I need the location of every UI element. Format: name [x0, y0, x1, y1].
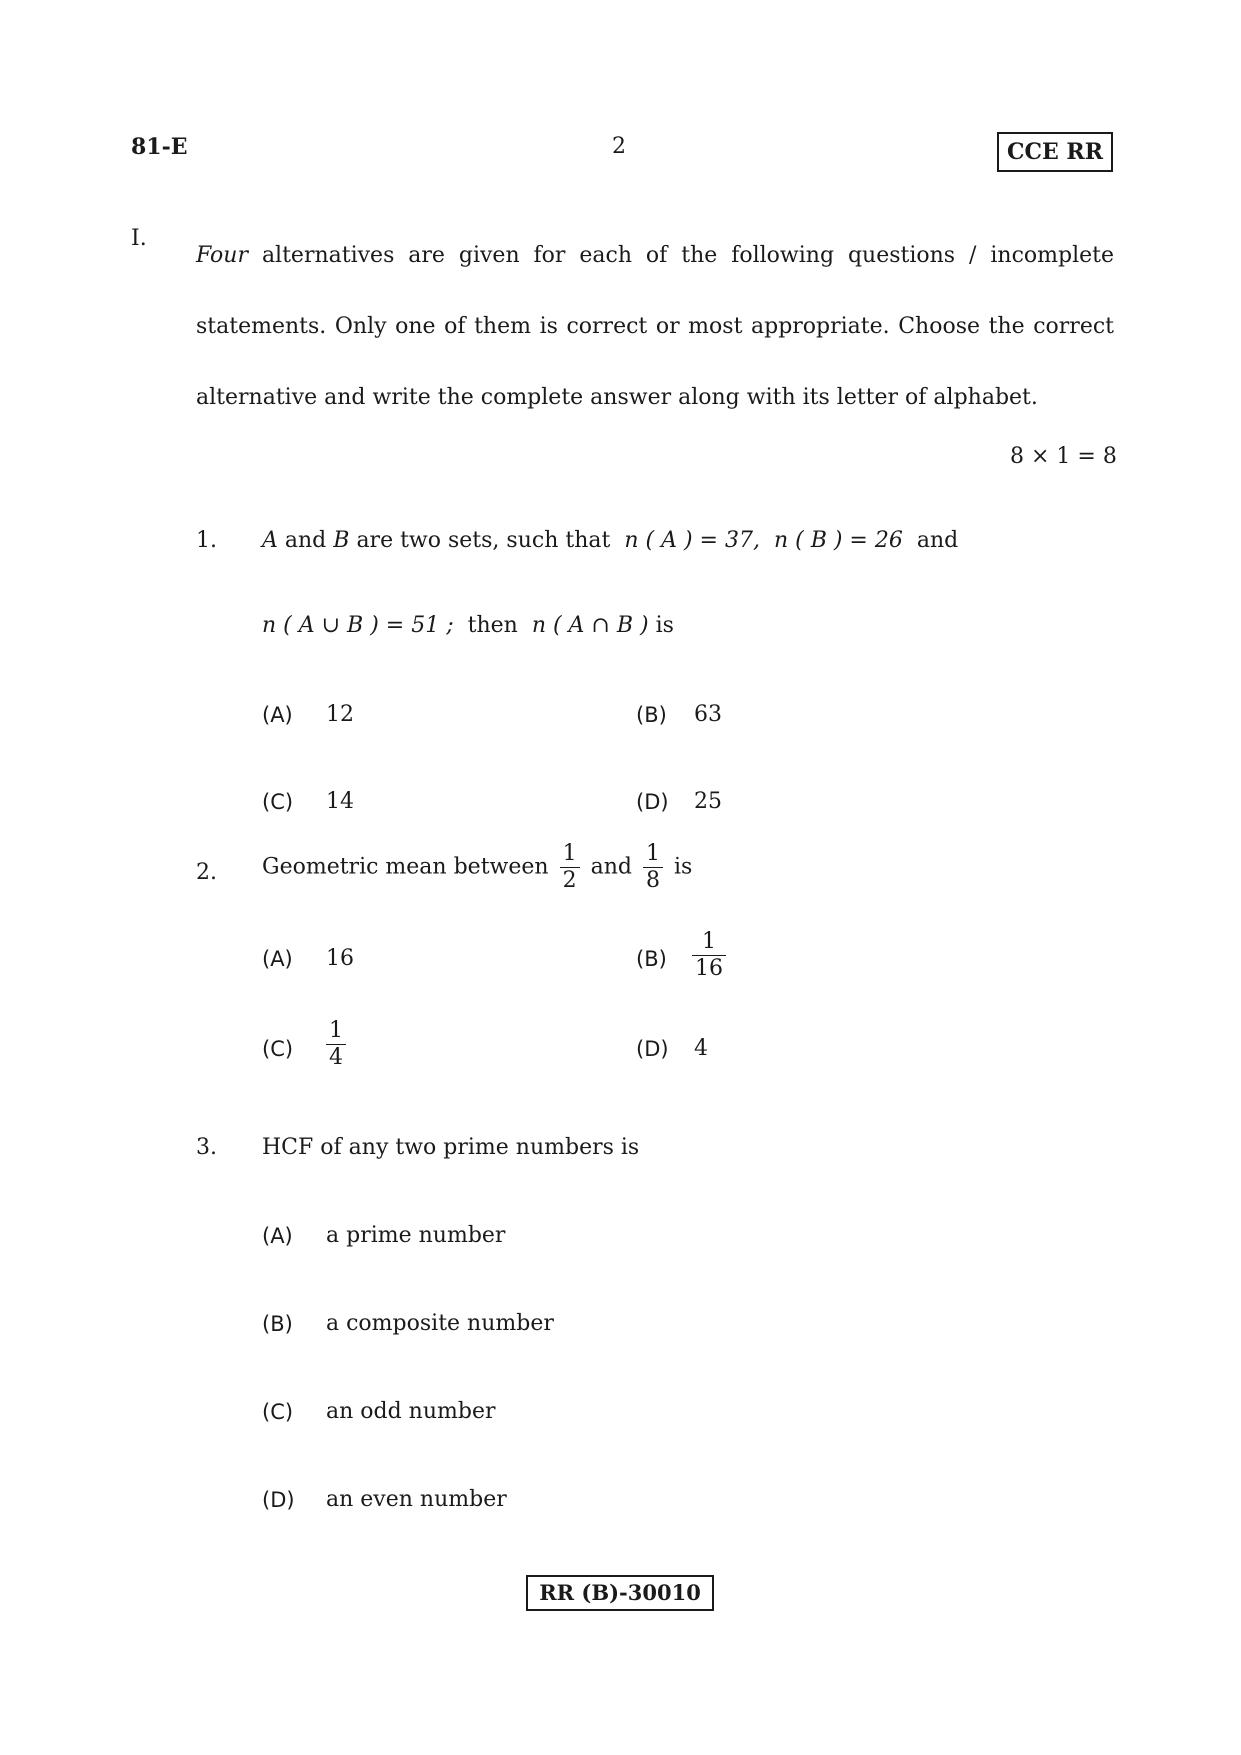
question-2-text: Geometric mean between [262, 854, 549, 880]
section-instruction [196, 220, 1114, 433]
paper-code: 81-E [131, 134, 188, 160]
union-cardinality: n ( A ∪ B ) = 51 ; [262, 613, 454, 638]
is-word: is [655, 613, 674, 638]
q2-option-c-value [322, 1018, 350, 1071]
q1-option-d-label: (D) [636, 790, 669, 814]
q1-option-b-label: (B) [636, 703, 667, 727]
set-b: B [333, 528, 350, 553]
q2-option-a-label: (A) [262, 947, 293, 971]
fraction-one-quarter [326, 1018, 346, 1071]
set-a: A [262, 528, 278, 553]
question-3-text: HCF of any two prime numbers is [262, 1135, 640, 1160]
question-1-line-1 [262, 528, 958, 553]
intersection-cardinality: n ( A ∩ B ) [531, 613, 649, 638]
q3-option-a-label: (A) [262, 1224, 293, 1248]
fraction-numerator: 1 [326, 1018, 346, 1045]
fraction-denominator: 2 [562, 868, 577, 893]
q1-option-a-label: (A) [262, 703, 293, 727]
q3-option-d-label: (D) [262, 1488, 295, 1512]
instruction-line-1 [196, 220, 1114, 291]
and-word-2: and [916, 528, 959, 553]
q2-option-d-value: 4 [694, 1036, 708, 1061]
is-word: is [673, 854, 693, 880]
q2-option-d-label: (D) [636, 1037, 669, 1061]
q3-option-c-value: an odd number [326, 1399, 496, 1424]
fraction-one-sixteenth [692, 929, 726, 982]
fraction-numerator: 1 [692, 929, 726, 956]
question-1-text: are two sets, such that [356, 528, 611, 553]
q1-option-c-label: (C) [262, 790, 294, 814]
q1-option-a-value: 12 [326, 702, 354, 727]
cardinality-b: n ( B ) = 26 [773, 528, 903, 553]
question-1-line-2 [262, 613, 674, 638]
fraction-denominator: 16 [695, 956, 723, 981]
page-number: 2 [612, 134, 626, 159]
instruction-line-3: alternative and write the complete answer along with its letter of alphabet. [196, 385, 1038, 410]
then-word: then [467, 613, 518, 638]
instruction-line-1-rest: alternatives are given for each of the following questions / incomplete [261, 243, 1114, 268]
question-3-number: 3. [196, 1135, 217, 1160]
cardinality-a: n ( A ) = 37, [624, 528, 760, 553]
q1-option-d-value: 25 [694, 789, 722, 814]
q3-option-b-label: (B) [262, 1312, 293, 1336]
fraction-one-eighth [643, 841, 663, 894]
instruction-line-2: statements. Only one of them is correct or most appropriate. Choose the correct [196, 314, 1114, 339]
section-number: I. [131, 226, 147, 251]
fraction-denominator: 4 [329, 1045, 343, 1070]
q2-option-b-value [688, 929, 730, 982]
question-1-number: 1. [196, 528, 217, 553]
fraction-denominator: 8 [645, 868, 660, 893]
question-2-text-line [262, 841, 692, 894]
q3-option-d-value: an even number [326, 1487, 507, 1512]
q3-option-c-label: (C) [262, 1400, 294, 1424]
question-2-number: 2. [196, 860, 217, 885]
and-word: and [590, 854, 632, 880]
q1-option-b-value: 63 [694, 702, 722, 727]
q3-option-a-value: a prime number [326, 1223, 506, 1248]
q1-option-c-value: 14 [326, 789, 354, 814]
marks-allocation: 8 × 1 = 8 [1010, 444, 1117, 469]
q2-option-a-value: 16 [326, 946, 354, 971]
fraction-numerator: 1 [643, 841, 663, 868]
fraction-one-half [560, 841, 580, 894]
q2-option-c-label: (C) [262, 1037, 294, 1061]
q2-option-b-label: (B) [636, 947, 667, 971]
fraction-numerator: 1 [560, 841, 580, 868]
and-word: and [284, 528, 327, 553]
series-badge: CCE RR [997, 132, 1113, 172]
instruction-emphasis: Four [196, 243, 248, 268]
q3-option-b-value: a composite number [326, 1311, 554, 1336]
footer-code-badge: RR (B)-30010 [526, 1575, 714, 1611]
